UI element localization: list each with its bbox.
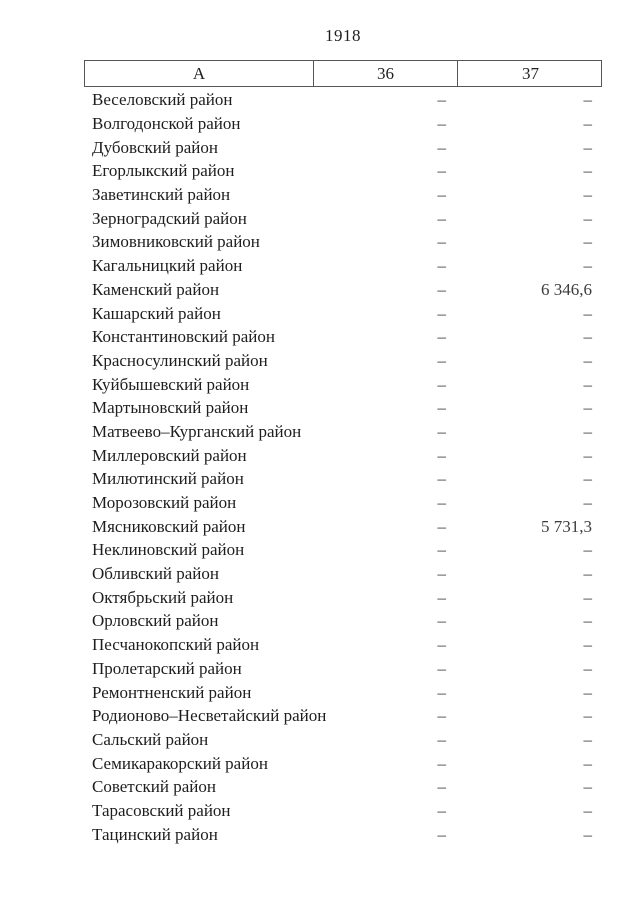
table-row [84, 278, 602, 302]
district-name: Обливский район [92, 564, 220, 584]
value-col-36: – [437, 587, 446, 607]
value-col-36: – [437, 256, 446, 276]
value-col-37: – [583, 208, 592, 228]
district-name: Советский район [92, 777, 216, 797]
value-col-37: – [583, 421, 592, 441]
value-col-36: – [437, 682, 446, 702]
value-col-36: – [437, 753, 446, 773]
table-row [84, 562, 602, 586]
table-row [84, 230, 602, 254]
value-col-37: – [583, 777, 592, 797]
table-row [84, 254, 602, 278]
value-col-36: – [437, 777, 446, 797]
table-row [84, 159, 602, 183]
value-col-36: – [437, 445, 446, 465]
table-row [84, 183, 602, 207]
district-name: Тацинский район [92, 824, 218, 844]
value-col-37: – [583, 350, 592, 370]
value-col-36: – [437, 350, 446, 370]
table-row [84, 396, 602, 420]
value-col-36: – [437, 208, 446, 228]
value-col-37: – [583, 564, 592, 584]
district-name: Милютинский район [92, 469, 244, 489]
table-row [84, 372, 602, 396]
table-row [84, 822, 602, 846]
district-name: Сальский район [92, 729, 209, 749]
district-name: Заветинский район [92, 185, 231, 205]
value-col-37: – [583, 161, 592, 181]
value-col-37: – [583, 232, 592, 252]
table-row [84, 538, 602, 562]
district-name: Кагальницкий район [92, 256, 243, 276]
table-row [84, 775, 602, 799]
table-row [84, 491, 602, 515]
district-name: Куйбышевский район [92, 374, 250, 394]
value-col-36: – [437, 469, 446, 489]
table-row [84, 585, 602, 609]
value-col-36: – [437, 658, 446, 678]
value-col-37: – [583, 706, 592, 726]
value-col-37: – [583, 374, 592, 394]
value-col-36: – [437, 824, 446, 844]
value-col-36: – [437, 635, 446, 655]
district-name: Неклиновский район [92, 540, 245, 560]
value-col-36: – [437, 303, 446, 323]
value-col-37: – [583, 303, 592, 323]
value-col-37: – [583, 824, 592, 844]
district-name: Кашарский район [92, 303, 221, 323]
district-name: Красносулинский район [92, 350, 268, 370]
value-col-37: 6 346,6 [541, 279, 592, 299]
table-row [84, 135, 602, 159]
value-col-36: – [437, 374, 446, 394]
value-col-37: – [583, 137, 592, 157]
value-col-37: – [583, 185, 592, 205]
value-col-37: – [583, 682, 592, 702]
table-row [84, 301, 602, 325]
value-col-36: – [437, 232, 446, 252]
value-col-37: – [583, 800, 592, 820]
table-row [84, 349, 602, 373]
table-row [84, 633, 602, 657]
district-name: Матвеево–Курганский район [92, 421, 302, 441]
district-name: Пролетарский район [92, 658, 242, 678]
value-col-36: – [437, 516, 446, 536]
district-name: Зимовниковский район [92, 232, 260, 252]
districts-table [84, 60, 602, 846]
column-header-37: 37 [457, 61, 603, 86]
value-col-37: – [583, 635, 592, 655]
table-row [84, 443, 602, 467]
value-col-37: – [583, 114, 592, 134]
value-col-36: – [437, 564, 446, 584]
value-col-37: – [583, 469, 592, 489]
value-col-37: – [583, 753, 592, 773]
district-name: Октябрьский район [92, 587, 234, 607]
district-name: Тарасовский район [92, 800, 231, 820]
value-col-36: – [437, 114, 446, 134]
value-col-37: – [583, 658, 592, 678]
table-row [84, 514, 602, 538]
district-name: Орловский район [92, 611, 219, 631]
value-col-36: – [437, 611, 446, 631]
district-name: Егорлыкский район [92, 161, 235, 181]
table-row [84, 609, 602, 633]
value-col-36: – [437, 493, 446, 513]
value-col-37: – [583, 540, 592, 560]
district-name: Родионово–Несветайский район [92, 706, 327, 726]
value-col-36: – [437, 161, 446, 181]
table-row [84, 657, 602, 681]
table-body [84, 87, 602, 846]
district-name: Мартыновский район [92, 398, 249, 418]
district-name: Ремонтненский район [92, 682, 252, 702]
value-col-37: – [583, 587, 592, 607]
value-col-36: – [437, 398, 446, 418]
district-name: Миллеровский район [92, 445, 247, 465]
table-row [84, 751, 602, 775]
value-col-36: – [437, 279, 446, 299]
value-col-37: 5 731,3 [541, 516, 592, 536]
value-col-36: – [437, 137, 446, 157]
column-header-a: А [192, 63, 206, 83]
value-col-36: – [437, 421, 446, 441]
value-col-37: – [583, 445, 592, 465]
value-col-36: – [437, 729, 446, 749]
table-row [84, 467, 602, 491]
value-col-36: – [437, 90, 446, 110]
value-col-36: – [437, 327, 446, 347]
value-col-36: – [437, 800, 446, 820]
value-col-37: – [583, 729, 592, 749]
table-row [84, 704, 602, 728]
value-col-36: – [437, 540, 446, 560]
value-col-37: – [583, 493, 592, 513]
column-header-36: 36 [313, 61, 457, 86]
district-name: Каменский район [92, 279, 220, 299]
district-name: Зерноградский район [92, 208, 247, 228]
table-row [84, 420, 602, 444]
district-name: Волгодонской район [92, 114, 241, 134]
district-name: Морозовский район [92, 493, 237, 513]
table-row [84, 680, 602, 704]
table-row [84, 206, 602, 230]
value-col-37: – [583, 611, 592, 631]
table-row [84, 325, 602, 349]
value-col-36: – [437, 706, 446, 726]
district-name: Веселовский район [92, 90, 233, 110]
value-col-37: – [583, 256, 592, 276]
district-name: Константиновский район [92, 327, 275, 347]
page-number: 1918 [325, 26, 361, 45]
value-col-37: – [583, 327, 592, 347]
table-row [84, 728, 602, 752]
district-name: Семикаракорский район [92, 753, 268, 773]
district-name: Песчанокопский район [92, 635, 260, 655]
district-name: Мясниковский район [92, 516, 246, 536]
value-col-37: – [583, 90, 592, 110]
table-row [84, 88, 602, 112]
table-header-row [84, 60, 602, 87]
table-row [84, 799, 602, 823]
table-row [84, 112, 602, 136]
value-col-37: – [583, 398, 592, 418]
district-name: Дубовский район [92, 137, 218, 157]
value-col-36: – [437, 185, 446, 205]
